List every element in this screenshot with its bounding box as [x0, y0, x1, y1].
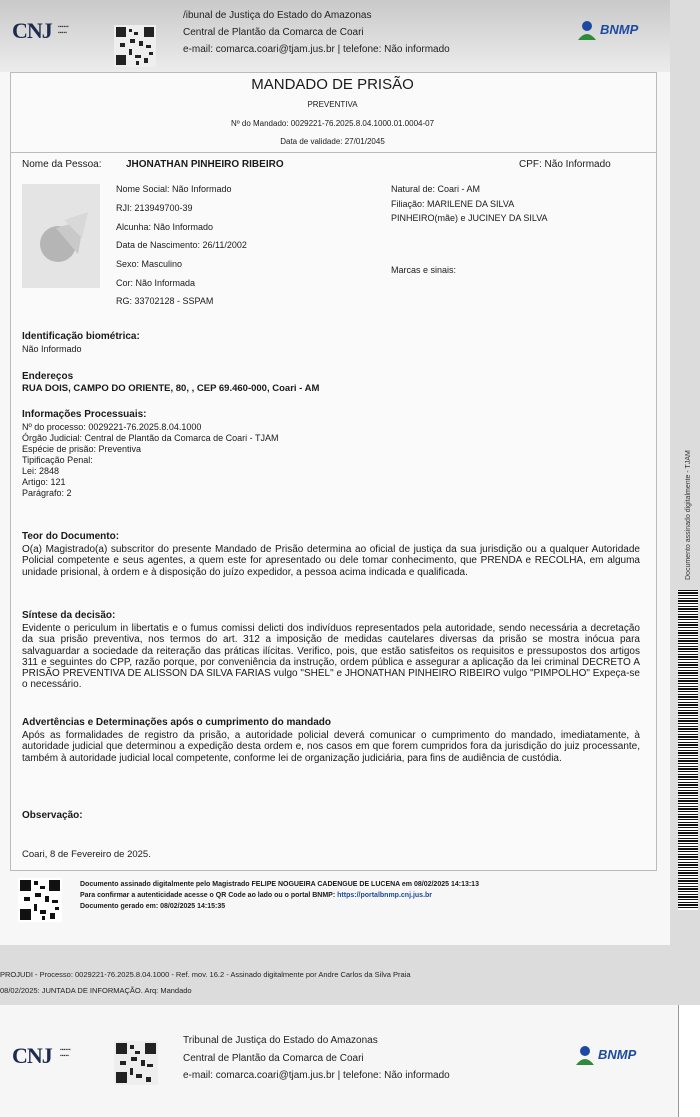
person-name: JHONATHAN PINHEIRO RIBEIRO: [126, 159, 284, 170]
bnmp-logo: BNMP: [598, 1047, 637, 1062]
avatar-placeholder-icon: [22, 184, 100, 288]
filiacao-line-2: PINHEIRO(mãe) e JUCINEY DA SILVA: [391, 213, 548, 223]
marks-and-signs: Marcas e sinais:: [391, 265, 457, 275]
process-line: Espécie de prisão: Preventiva: [22, 444, 142, 454]
color: Cor: Não Informada: [116, 278, 196, 288]
teor-title: Teor do Documento:: [22, 531, 120, 542]
process-line: Parágrafo: 2: [22, 488, 72, 498]
process-line: Nº do processo: 0029221-76.2025.8.04.1000: [22, 422, 202, 432]
bnmp-shield-icon: [574, 1045, 596, 1067]
place-date: Coari, 8 de Fevereiro de 2025.: [22, 849, 151, 860]
document-subtitle: PREVENTIVA: [307, 100, 358, 109]
naturalidade: Natural de: Coari - AM: [391, 184, 481, 194]
sintese-title: Síntese da decisão:: [22, 610, 116, 621]
cnj-subtitle: ▪▪▪▪▪▪ ▪▪▪▪▪: [58, 24, 69, 36]
teor-text: O(a) Magistrado(a) subscritor do presente Mandado de Prisão determina ao oficial de justiça da sua jurisdição ou a qualquer Autoridade Policial competente e seus agentes, a quem este for apresentado ou dele tomar conhecimento, que PRENDA e RECOLHA, em alguma unidade prisional, à ordem e à disposição do juízo expedidor, a pessoa acima indicada e qualificada.: [22, 544, 640, 578]
cnj-logo: CNJ: [12, 18, 52, 43]
signature-line-2: [80, 892, 432, 899]
filiacao-line-1: Filiação: MARILENE DA SILVA: [391, 199, 515, 209]
rg: RG: 33702128 - SSPAM: [116, 296, 214, 306]
person-cpf: CPF: Não Informado: [519, 159, 611, 170]
cnj-subtitle: ▪▪▪▪▪▪ ▪▪▪▪▪: [60, 1047, 71, 1059]
social-name: Nome Social: Não Informado: [116, 184, 232, 194]
advertencias-text: Após as formalidades de registro da prisão, a autoridade policial deverá comunicar o cumprimento do mandado, imediatamente, à autoridade judicial que determinou a expedição desta ordem e, nos casos em que forem cumpridos fora da jurisdição do juiz processante, também à autoridade judicial local competente, conforme lei de organização judiciária, para fins de audiência de custódia.: [22, 730, 640, 764]
signature-line-3: Documento gerado em: 08/02/2025 14:15:35: [80, 903, 226, 910]
validity-date: Data de validade: 27/01/2045: [280, 137, 385, 146]
sintese-text: Evidente o periculum in libertatis e o fumus comissi delicti dos indivíduos representados pela autoridade, sendo necessária a decretação da sua prisão preventiva, nos termos do art. 312 a imposição de medidas cautelares diversas da prisão se mostra inócua para salvaguardar a sociedade da reiteração das práticas ilícitas. Verifico, pois, que estão satisfeitos os requisitos e pressupostos dos artigos 311 e seguintes do CPP, razão porque, por conveniência da instrução, ordem pública e assegurar a aplicação da lei criminal DECRETO A PRISÃO PREVENTIVA DE ALISSON DA SILVA FARIAS vulgo "SHEL" e JHONATHAN PINHEIRO RIBEIRO vulgo "PIMPOLHO" Expeça-se o necessário.: [22, 623, 640, 691]
projudi-line-2: 08/02/2025: JUNTADA DE INFORMAÇÃO. Arq: Mandado: [0, 986, 192, 995]
process-line: Tipificação Penal:: [22, 455, 93, 465]
qr-code-icon: [114, 1041, 158, 1085]
address-value: RUA DOIS, CAMPO DO ORIENTE, 80, , CEP 69.460-000, Coari - AM: [22, 383, 320, 394]
observacao-title: Observação:: [22, 810, 83, 821]
person-box: [10, 152, 657, 324]
process-line: Lei: 2848: [22, 466, 60, 476]
projudi-line-1: PROJUDI - Processo: 0029221-76.2025.8.04.1000 - Ref. mov. 16.2 - Assinado digitalmente por Andre Carlos da Silva Praia: [0, 970, 411, 979]
advertencias-title: Advertências e Determinações após o cumprimento do mandado: [22, 717, 331, 728]
person-photo-placeholder: [22, 184, 100, 288]
process-line: Órgão Judicial: Central de Plantão da Comarca de Coari - TJAM: [22, 433, 279, 443]
name-label: Nome da Pessoa:: [22, 159, 102, 170]
biometric-title: Identificação biométrica:: [22, 331, 140, 342]
qr-code-icon: [114, 25, 156, 67]
signature-line-1: Documento assinado digitalmente pelo Magistrado FELIPE NOGUEIRA CADENGUE DE LUCENA em 08/02/2025 14:13:13: [80, 881, 479, 888]
document-header: [0, 0, 670, 72]
page2-central: Central de Plantão da Comarca de Coari: [183, 1053, 364, 1064]
bnmp-logo: BNMP: [600, 22, 639, 37]
document-title: MANDADO DE PRISÃO: [251, 76, 414, 93]
page2-contact: e-mail: comarca.coari@tjam.jus.br | telefone: Não informado: [183, 1070, 450, 1081]
birth-date: Data de Nascimento: 26/11/2002: [116, 240, 247, 250]
page2-tribunal: Tribunal de Justiça do Estado do Amazonas: [183, 1035, 378, 1046]
next-page-header: [0, 1005, 700, 1117]
sex: Sexo: Masculino: [116, 259, 183, 269]
cnj-logo: CNJ: [12, 1043, 52, 1068]
mandado-number: Nº do Mandado: 0029221-76.2025.8.04.1000.01.0004-07: [230, 119, 435, 128]
header-contact: e-mail: comarca.coari@tjam.jus.br | telefone: Não informado: [183, 44, 450, 55]
bnmp-shield-icon: [576, 20, 598, 42]
signature-qr-code-icon[interactable]: [18, 878, 62, 922]
address-title: Endereços: [22, 371, 74, 382]
header-central: Central de Plantão da Comarca de Coari: [183, 27, 364, 38]
header-tribunal: /ibunal de Justiça do Estado do Amazonas: [183, 10, 372, 21]
biometric-value: Não Informado: [22, 344, 82, 354]
alcunha: Alcunha: Não Informado: [116, 222, 214, 232]
process-title: Informações Processuais:: [22, 409, 147, 420]
process-line: Artigo: 121: [22, 477, 66, 487]
rji: RJI: 213949700-39: [116, 203, 193, 213]
details-box: [10, 322, 657, 871]
portal-link[interactable]: https://portalbnmp.cnj.jus.br: [337, 892, 433, 899]
side-stamp: Documento assinado digitalmente - TJAM: [685, 450, 692, 580]
barcode: [678, 590, 698, 910]
signature-instruction: Para confirmar a autenticidade acesse o QR Code ao lado ou o portal BNMP:: [80, 892, 336, 899]
page-edge: [678, 1005, 700, 1117]
